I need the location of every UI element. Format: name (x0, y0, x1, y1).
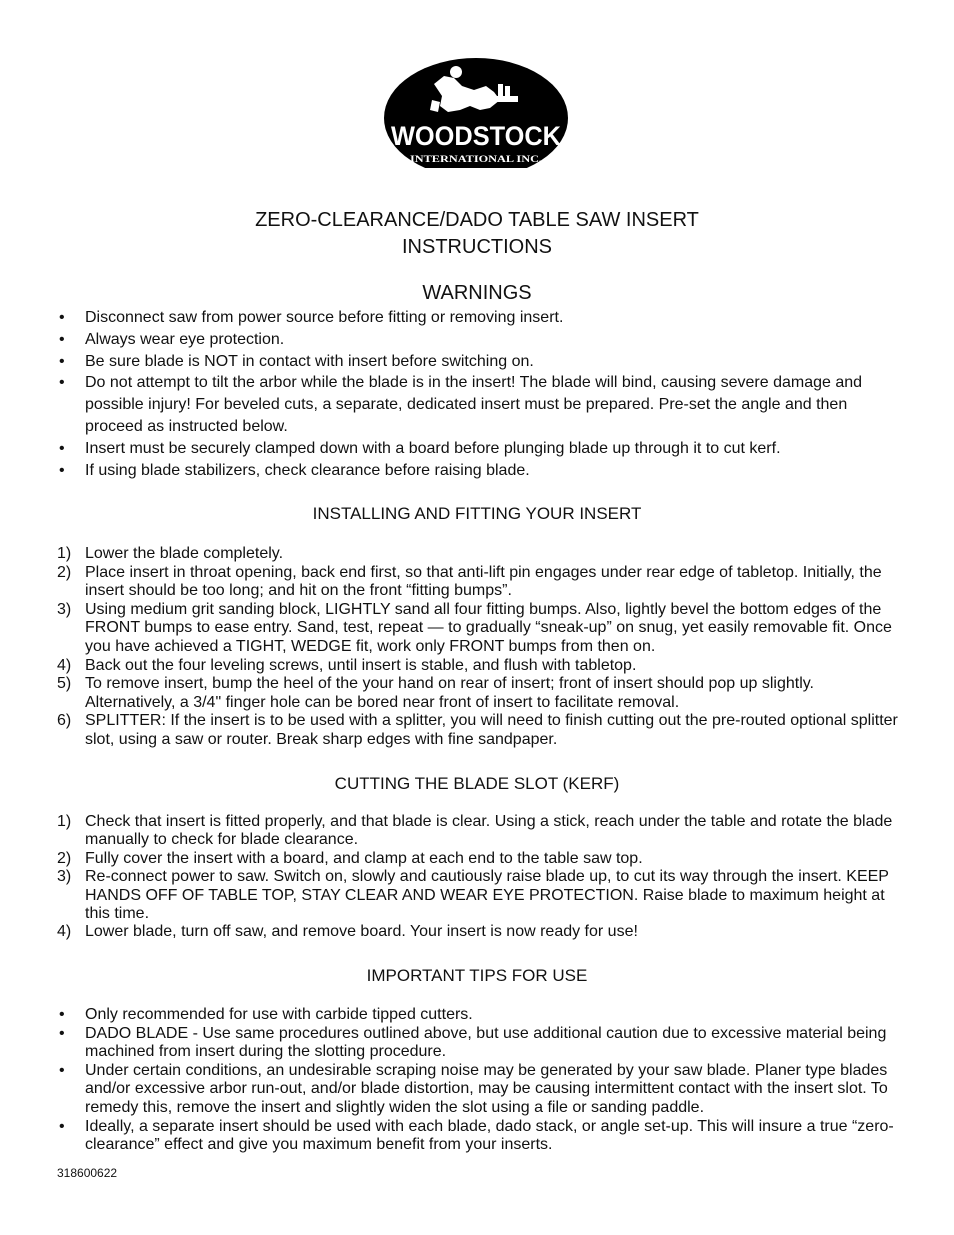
step-text: Lower blade, turn off saw, and remove board. Your insert is now ready for use! (85, 923, 638, 941)
list-item: • Only recommended for use with carbide tipped cutters. (57, 1006, 899, 1025)
step-number: 3) (57, 868, 72, 886)
list-item (57, 675, 899, 712)
tips-list (57, 1006, 899, 1155)
step-text: To remove insert, bump the heel of the your hand on rear of insert; front of insert should pop up slightly. Alternatively, a 3/4" finger hole can be bored near front of insert to facilitate removal. (85, 675, 814, 711)
list-item (57, 545, 899, 564)
list-item: • DADO BLADE - Use same procedures outlined above, but use additional caution due to excessive material being machined from insert during the slotting procedure. (57, 1025, 899, 1062)
step-number: 2) (57, 563, 72, 581)
step-text: Re-connect power to saw. Switch on, slowly and cautiously raise blade up, to cut its way through the insert. KEEP HANDS OFF OF TABLE TOP, STAY CLEAR AND WEAR EYE PROTECTION. Raise blade to maximum height at this time. (85, 868, 889, 923)
svg-text:WOODSTOCK: WOODSTOCK (391, 121, 562, 151)
step-number: 2) (57, 849, 72, 867)
warnings-heading: WARNINGS (422, 282, 532, 304)
step-number: 1) (57, 813, 72, 830)
step-number: 4) (57, 923, 72, 941)
list-item (57, 923, 899, 941)
installing-heading: INSTALLING AND FITTING YOUR INSERT (312, 504, 642, 523)
list-item: • Disconnect saw from power source before fitting or removing insert. (57, 307, 899, 329)
installing-list (57, 545, 899, 750)
list-item (57, 564, 899, 601)
step-text: Place insert in throat opening, back end first, so that anti-lift pin engages under rear edge of tabletop. Initially, the insert should be too long; and hit on the front “fitting bumps”. (85, 563, 882, 600)
step-text: Check that insert is fitted properly, and that blade is clear. Using a stick, reach under the table and rotate the blade manually to check for blade clearance. (85, 813, 893, 849)
woodstock-logo (382, 56, 570, 176)
list-item (57, 850, 899, 868)
step-number: 4) (57, 656, 72, 674)
step-text: Lower the blade completely. (85, 545, 284, 562)
warnings-list (57, 307, 899, 481)
step-number: 1) (57, 545, 72, 562)
list-item (57, 813, 899, 850)
step-number: 3) (57, 600, 72, 618)
document-number: 318600622 (57, 1166, 118, 1180)
step-text: Back out the four leveling screws, until insert is stable, and flush with tabletop. (85, 656, 637, 674)
list-item: • Be sure blade is NOT in contact with insert before switching on. (57, 351, 899, 373)
list-item: • If using blade stabilizers, check clearance before raising blade. (57, 460, 899, 482)
list-item: • Always wear eye protection. (57, 329, 899, 351)
step-text: Using medium grit sanding block, LIGHTLY sand all four fitting bumps. Also, lightly bevel the bottom edges of the FRONT bumps to ease entry. Sand, test, repeat — to gradually “sneak-up” on snug, yet easily removable fit. Once you have achieved a TIGHT, WEDGE fit, work only FRONT bumps from then on. (85, 600, 892, 655)
cutting-list (57, 813, 899, 942)
list-item (57, 601, 899, 657)
step-text: Fully cover the insert with a board, and clamp at each end to the table saw top. (85, 849, 643, 867)
title-line-1: ZERO-CLEARANCE/DADO TABLE SAW INSERT (255, 209, 699, 231)
tips-heading: IMPORTANT TIPS FOR USE (366, 966, 588, 985)
list-item: • Under certain conditions, an undesirable scraping noise may be generated by your saw blade. Planer type blades and/or excessive arbor run-out, and/or blade distortion, may be causing intermittent contact with the insert slot. To remedy this, remove the insert and slightly widen the slot using a file or sanding paddle. (57, 1062, 899, 1118)
list-item: • Do not attempt to tilt the arbor while the blade is in the insert! The blade will bind, causing severe damage and possible injury! For beveled cuts, a separate, dedicated insert must be prepared. Pre-set the angle and then proceed as instructed below. (57, 372, 899, 437)
list-item (57, 868, 899, 923)
step-number: 5) (57, 675, 72, 693)
step-number: 6) (57, 712, 72, 730)
list-item (57, 712, 899, 749)
title-line-2: INSTRUCTIONS (402, 236, 552, 258)
list-item (57, 657, 899, 676)
cutting-heading: CUTTING THE BLADE SLOT (KERF) (334, 774, 620, 793)
list-item: • Ideally, a separate insert should be used with each blade, dado stack, or angle set-up. This will insure a true “zero-clearance” effect and give you maximum benefit from your inserts. (57, 1118, 899, 1155)
list-item: • Insert must be securely clamped down with a board before plunging blade up through it to cut kerf. (57, 438, 899, 460)
step-text: SPLITTER: If the insert is to be used with a splitter, you will need to finish cutting out the pre-routed optional splitter slot, using a saw or router. Break sharp edges with fine sandpaper. (85, 712, 898, 748)
svg-text:INTERNATIONAL INC.: INTERNATIONAL INC. (410, 154, 542, 164)
